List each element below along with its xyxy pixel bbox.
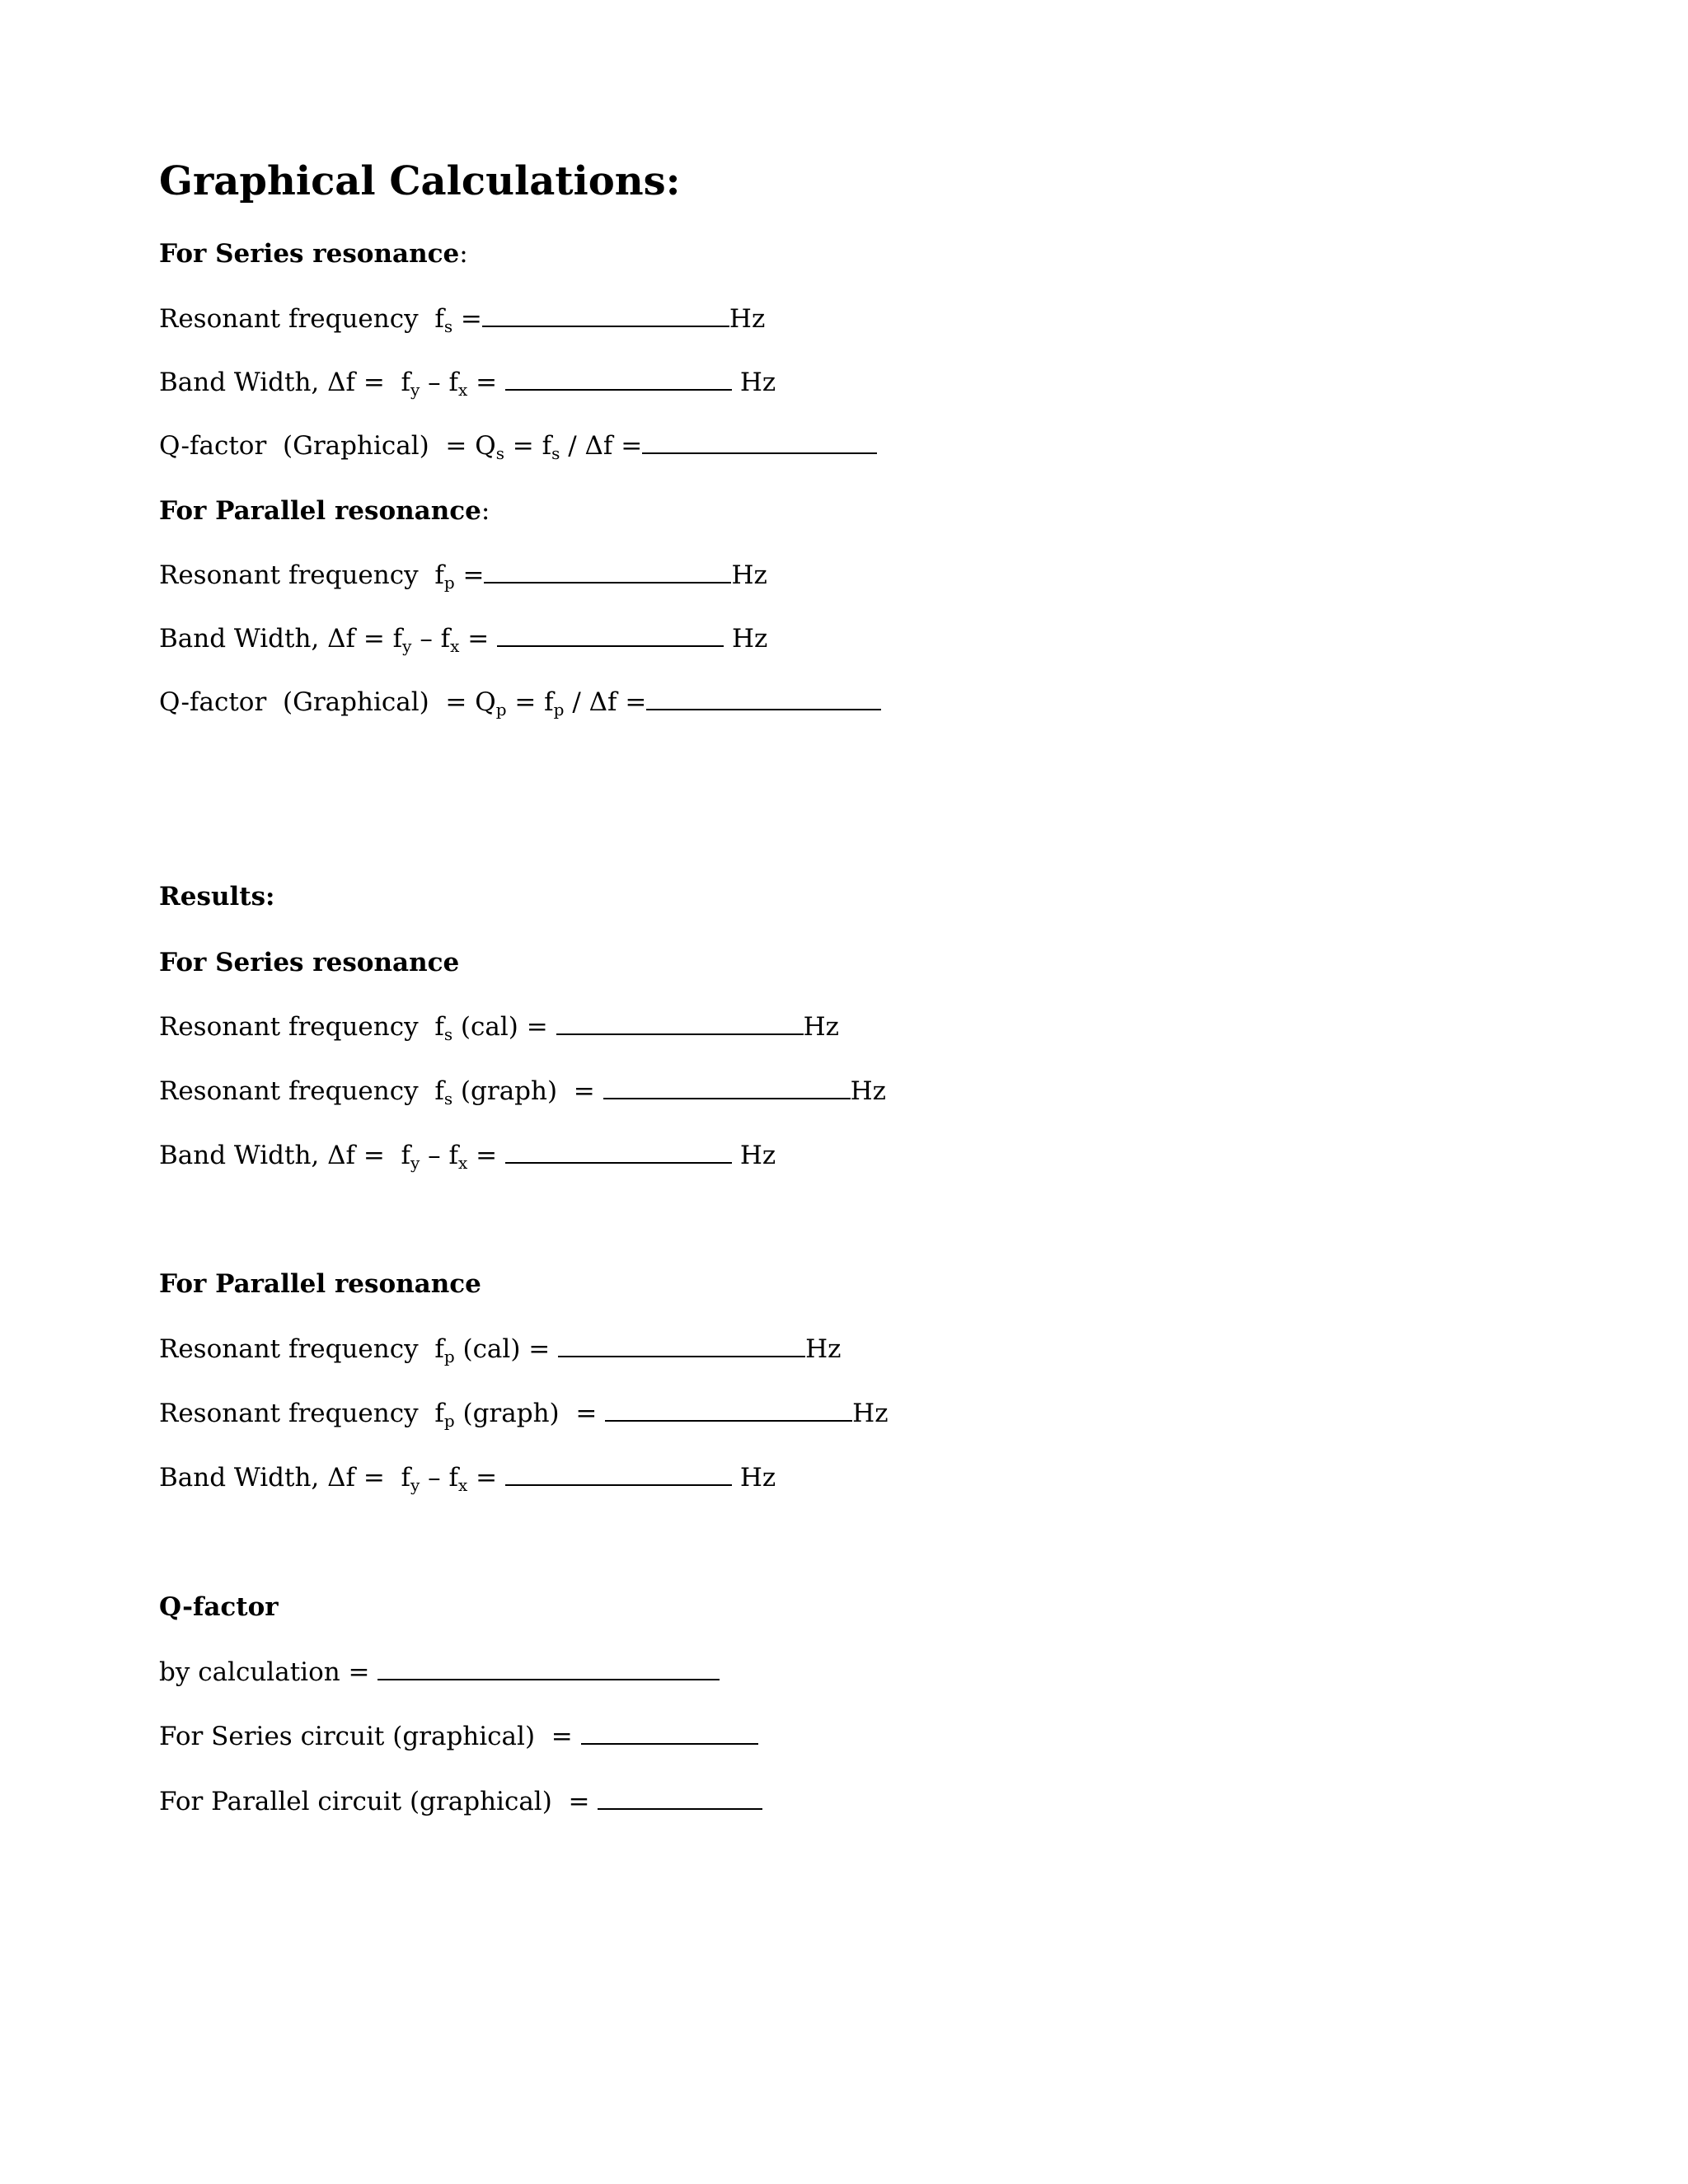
parallel-bandwidth-line — [159, 622, 767, 658]
series-bandwidth-line — [159, 366, 776, 401]
text-segment: Hz — [731, 560, 767, 590]
subscript: p — [553, 700, 565, 719]
series-calc-heading: For Series resonance: — [159, 239, 468, 269]
subscript: p — [443, 1347, 455, 1366]
subscript: p — [443, 1411, 455, 1431]
text-segment: Hz — [803, 1012, 839, 1042]
subscript: x — [458, 1153, 468, 1173]
results-parallel-heading: For Parallel resonance — [159, 1269, 481, 1299]
text-segment: – f — [411, 624, 451, 654]
answer-blank[interactable] — [646, 687, 881, 710]
answer-blank[interactable] — [642, 431, 877, 454]
text-segment: For Series circuit (graphical) = — [159, 1722, 581, 1751]
subscript: s — [443, 316, 453, 336]
text-segment: Resonant frequency f — [159, 304, 444, 334]
results-series-heading: For Series resonance — [159, 948, 460, 977]
results-series-bandwidth-line — [159, 1139, 776, 1174]
results-series-fgraph-line — [159, 1075, 886, 1110]
subscript: x — [458, 380, 468, 400]
subscript: s — [443, 1089, 453, 1108]
text-segment: Hz — [852, 1399, 889, 1428]
text-segment: Resonant frequency f — [159, 1334, 444, 1364]
answer-blank[interactable] — [505, 1141, 732, 1164]
answer-blank[interactable] — [558, 1334, 805, 1357]
text-segment: Q-factor (Graphical) = Q — [159, 687, 496, 717]
answer-blank[interactable] — [497, 624, 724, 647]
text-segment: For Parallel circuit (graphical) = — [159, 1787, 598, 1816]
answer-blank[interactable] — [605, 1399, 852, 1422]
text-segment: = — [467, 1141, 505, 1170]
answer-blank[interactable] — [598, 1787, 762, 1810]
q-series-graphical-line — [159, 1720, 758, 1753]
text-segment: Band Width, Δf = f — [159, 1463, 411, 1493]
results-parallel-fgraph-line — [159, 1397, 889, 1432]
text-segment: = f — [506, 687, 554, 717]
text-segment: = — [467, 368, 505, 397]
answer-blank[interactable] — [505, 368, 732, 391]
text-segment: Hz — [724, 624, 768, 654]
parallel-resonant-frequency-line — [159, 559, 767, 594]
text-segment: (cal) = — [454, 1334, 559, 1364]
text-segment: (graph) = — [452, 1076, 603, 1106]
text-segment: Resonant frequency f — [159, 1399, 444, 1428]
text-segment: – f — [420, 368, 459, 397]
text-segment: / Δf = — [564, 687, 647, 717]
answer-blank[interactable] — [482, 304, 729, 327]
subscript: x — [450, 636, 460, 656]
text-segment: by calculation = — [159, 1657, 378, 1687]
results-parallel-bandwidth-line — [159, 1461, 776, 1497]
text-segment: (graph) = — [454, 1399, 606, 1428]
results-series-fcal-line — [159, 1010, 839, 1046]
subscript: s — [551, 443, 560, 463]
series-resonant-frequency-line — [159, 302, 765, 338]
q-parallel-graphical-line — [159, 1785, 762, 1818]
results-parallel-fcal-line — [159, 1333, 841, 1368]
text-segment: = — [467, 1463, 505, 1493]
text-segment: Resonant frequency f — [159, 1012, 444, 1042]
results-heading: Results: — [159, 882, 275, 912]
text-segment: Band Width, Δf = f — [159, 1141, 411, 1170]
parallel-q-factor-line — [159, 686, 881, 721]
text-segment: / Δf = — [560, 431, 643, 461]
text-segment: Resonant frequency f — [159, 560, 444, 590]
answer-blank[interactable] — [377, 1657, 720, 1680]
answer-blank[interactable] — [556, 1012, 804, 1035]
text-segment: Q-factor (Graphical) = Q — [159, 431, 496, 461]
answer-blank[interactable] — [603, 1076, 851, 1099]
text-segment: – f — [420, 1463, 459, 1493]
text-segment: – f — [420, 1141, 459, 1170]
text-segment: Hz — [805, 1334, 842, 1364]
q-factor-heading: Q-factor — [159, 1592, 279, 1622]
subscript: y — [410, 380, 420, 400]
text-segment: Hz — [729, 304, 766, 334]
text-segment: = — [452, 304, 482, 334]
subscript: p — [495, 700, 507, 719]
page-title: Graphical Calculations: — [159, 158, 681, 204]
parallel-calc-heading: For Parallel resonance: — [159, 496, 490, 526]
text-segment: Hz — [731, 1463, 776, 1493]
text-segment: (cal) = — [452, 1012, 556, 1042]
text-segment: Resonant frequency f — [159, 1076, 444, 1106]
subscript: y — [410, 1153, 420, 1173]
text-segment: Hz — [731, 1141, 776, 1170]
subscript: s — [443, 1024, 453, 1044]
answer-blank[interactable] — [484, 560, 731, 583]
text-segment: = — [459, 624, 498, 654]
subscript: p — [443, 573, 455, 593]
subscript: y — [402, 636, 412, 656]
subscript: x — [458, 1475, 468, 1495]
text-segment: = — [454, 560, 485, 590]
subscript: s — [495, 443, 504, 463]
answer-blank[interactable] — [505, 1463, 732, 1486]
text-segment: Hz — [850, 1076, 886, 1106]
series-q-factor-line — [159, 429, 877, 465]
q-by-calculation-line — [159, 1656, 720, 1689]
answer-blank[interactable] — [581, 1722, 758, 1745]
text-segment: Hz — [731, 368, 776, 397]
text-segment: = f — [504, 431, 552, 461]
text-segment: Band Width, Δf = f — [159, 624, 403, 654]
subscript: y — [410, 1475, 420, 1495]
text-segment: Band Width, Δf = f — [159, 368, 411, 397]
